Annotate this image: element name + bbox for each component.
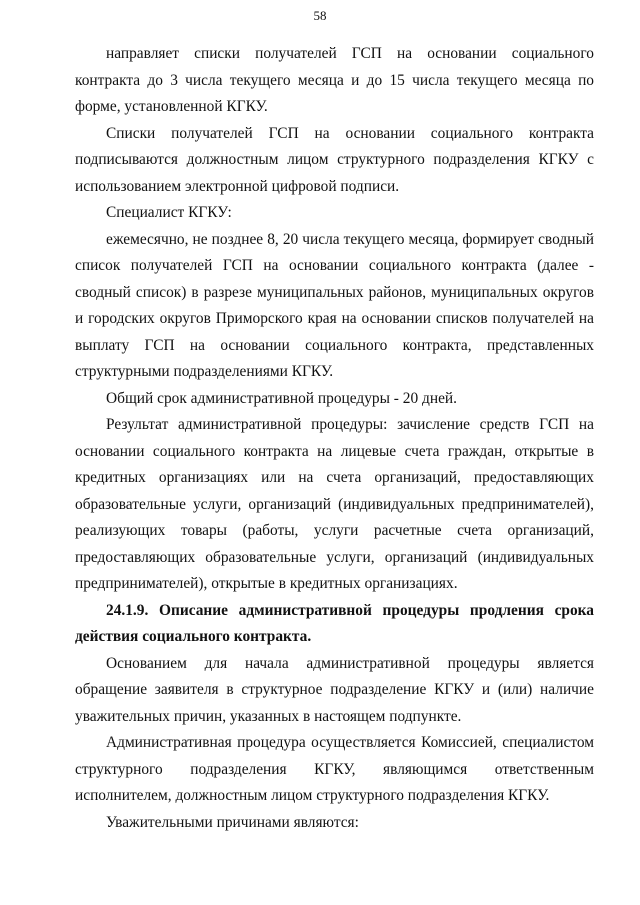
paragraph-procedure-result: Результат административной процедуры: зачисление средств ГСП на основании социального контракта на лицевые счета граждан, открытые в кредитных организациях или на счета организаций, предоставляющих образовательные услуги, организаций (индивидуальных предпринимателей), реализующих товары (работы, услуги расчетные счета организаций, предоставляющих образовательные услуги, организаций (индивидуальных предпринимателей), открытые в кредитных организациях. <box>75 416 594 592</box>
paragraph-lists-signing: Списки получателей ГСП на основании социального контракта подписываются должностным лицом структурного подразделения КГКУ с использованием электронной цифровой подписи. <box>75 124 594 195</box>
paragraph-procedure-term: Общий срок административной процедуры - 20 дней. <box>106 389 457 407</box>
paragraph-procedure-executors: Административная процедура осуществляется Комиссией, специалистом структурного подразделения КГКУ, являющимся ответственным исполнителем, должностным лицом структурного подразделения КГКУ. <box>75 734 594 804</box>
paragraph-valid-reasons: Уважительными причинами являются: <box>106 813 359 831</box>
paragraph-procedure-basis: Основанием для начала административной процедуры является обращение заявителя в структурное подразделение КГКУ и (или) наличие уважительных причин, указанных в настоящем подпункте. <box>75 654 594 725</box>
page-number: 58 <box>313 8 327 23</box>
paragraph-summary-list: ежемесячно, не позднее 8, 20 числа текущего месяца, формирует сводный список получателей ГСП на основании социального контракта (далее - сводный список) в разрезе муниципальных районов, муниципальных округов и городских округов Приморского края на основании списков получателей на выплату ГСП на основании социального контракта, представленных структурными подразделениями КГКУ. <box>75 230 594 380</box>
document-body <box>75 41 594 836</box>
section-heading-24-1-9: 24.1.9. Описание административной процедуры продления срока действия социального контракта. <box>75 601 594 645</box>
paragraph-submit-lists: направляет списки получателей ГСП на основании социального контракта до 3 числа текущего месяца и до 15 числа текущего месяца по форме, установленной КГКУ. <box>75 45 594 115</box>
paragraph-specialist-heading: Специалист КГКУ: <box>106 204 232 221</box>
